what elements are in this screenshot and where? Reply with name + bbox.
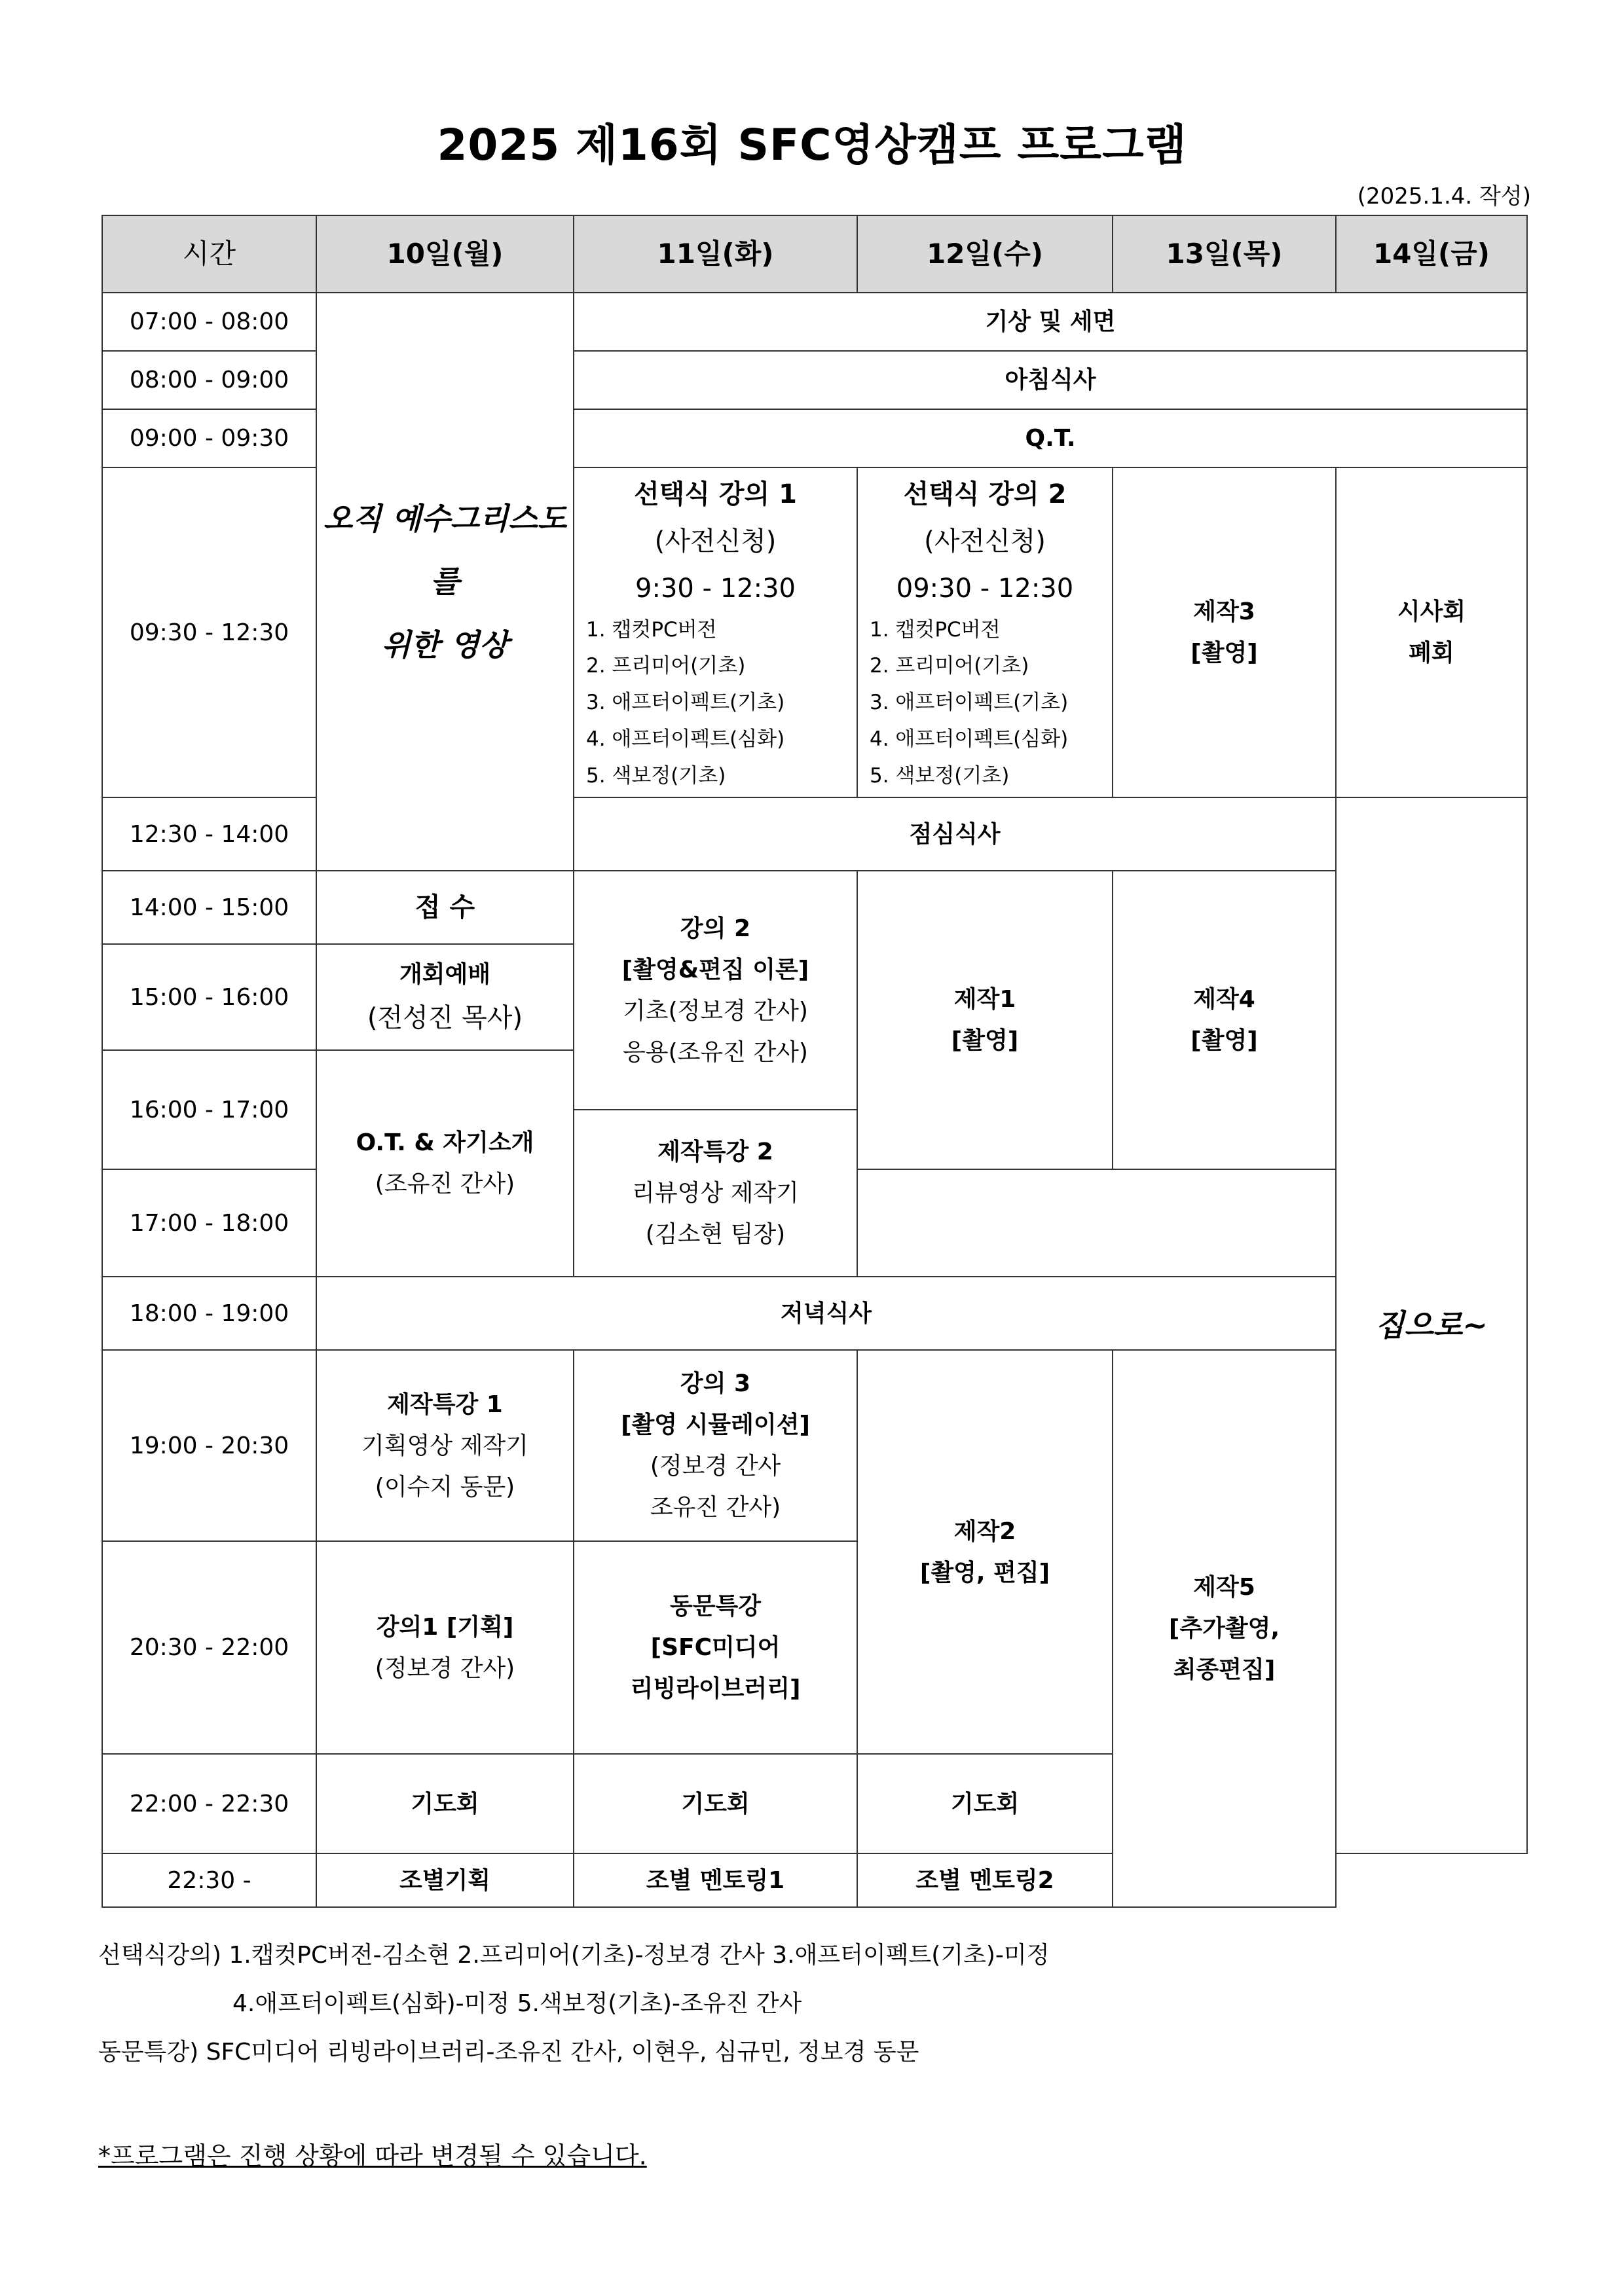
time-cell: 09:00 - 09:30	[102, 409, 316, 467]
lecture-1-title: 강의1 [기획]	[376, 1613, 514, 1641]
list-item: 5. 색보정(기초)	[586, 763, 726, 788]
go-home-cell	[1336, 797, 1527, 1853]
production-3-sub: [촬영]	[1190, 640, 1258, 666]
special-lecture-2-title: 제작특강 2	[657, 1139, 773, 1165]
time-cell: 22:00 - 22:30	[102, 1754, 316, 1853]
spacer-cell	[857, 1223, 1336, 1277]
lecture-2-advanced: 응용(조유진 간사)	[623, 1038, 808, 1066]
preview-cell	[1336, 467, 1527, 797]
group-planning-cell: 조별기획	[316, 1853, 574, 1907]
wakeup-cell: 기상 및 세면	[574, 293, 1527, 351]
opening-worship-speaker: (전성진 목사)	[367, 1002, 523, 1033]
disclaimer: *프로그램은 진행 상황에 따라 변경될 수 있습니다.	[98, 2141, 647, 2170]
mon-morning-cell	[316, 293, 574, 871]
footnotes	[98, 1931, 1049, 2076]
lecture-2-basic: 기초(정보경 간사)	[623, 997, 808, 1025]
elective-1-sub: (사전신청)	[654, 526, 777, 556]
lecture-3-speaker-2: 조유진 간사)	[650, 1494, 781, 1521]
schedule-table	[101, 215, 1528, 1908]
footnote-electives-cont: 4.애프터이펙트(심화)-미정 5.색보정(기초)-조유진 간사	[232, 1990, 802, 2017]
dinner-cell: 저녁식사	[316, 1277, 1336, 1350]
production-1-sub: [촬영]	[951, 1027, 1019, 1054]
time-cell: 15:00 - 16:00	[102, 944, 316, 1050]
lecture-2-title: 강의 2	[680, 915, 751, 942]
lecture-3-cell	[574, 1350, 857, 1541]
opening-worship-cell	[316, 944, 574, 1050]
production-5-cell	[1113, 1350, 1336, 1907]
special-lecture-2-speaker: (김소현 팀장)	[645, 1221, 786, 1248]
special-lecture-1-speaker: (이수지 동문)	[375, 1473, 515, 1501]
list-item: 2. 프리미어(기초)	[586, 654, 746, 678]
production-5-sub-2: 최종편집]	[1173, 1656, 1276, 1683]
table-row	[102, 1350, 1527, 1541]
prayer-cell: 기도회	[574, 1754, 857, 1853]
time-cell: 14:00 - 15:00	[102, 871, 316, 944]
qt-cell: Q.T.	[574, 409, 1527, 467]
footnote-electives: 선택식강의) 1.캡컷PC버전-김소현 2.프리미어(기초)-정보경 간사 3.애프터이펙트(기초)-미정	[98, 1942, 1050, 1969]
elective-2-time: 09:30 - 12:30	[896, 573, 1074, 604]
list-item: 4. 애프터이펙트(심화)	[870, 727, 1069, 751]
header-day-14: 14일(금)	[1336, 215, 1527, 293]
spacer-cell	[857, 1169, 1336, 1223]
lecture-1-speaker: (정보경 간사)	[375, 1654, 515, 1682]
elective-1-cell	[574, 467, 857, 797]
alumni-lecture-title: 동문특강	[669, 1593, 762, 1620]
table-row	[102, 1277, 1527, 1350]
prayer-cell: 기도회	[857, 1754, 1113, 1853]
list-item: 5. 색보정(기초)	[870, 763, 1010, 788]
table-row	[102, 797, 1527, 871]
time-cell: 08:00 - 09:00	[102, 351, 316, 409]
production-3-title: 제작3	[1193, 598, 1255, 625]
time-cell: 22:30 -	[102, 1853, 316, 1907]
lecture-2-cell	[574, 871, 857, 1110]
mon-morning-line1: 오직 예수그리스도를	[323, 500, 567, 600]
ot-intro-speaker: (조유진 간사)	[375, 1171, 515, 1197]
page-title: 2025 제16회 SFC영상캠프 프로그램	[437, 120, 1187, 170]
preview-title: 시사회	[1397, 598, 1466, 625]
elective-1-options	[574, 612, 857, 795]
header-day-12: 12일(수)	[857, 215, 1113, 293]
time-cell: 16:00 - 17:00	[102, 1050, 316, 1169]
elective-2-title: 선택식 강의 2	[903, 479, 1067, 509]
time-cell: 07:00 - 08:00	[102, 293, 316, 351]
reception-cell: 접 수	[316, 871, 574, 944]
lecture-3-speaker-1: (정보경 간사	[650, 1453, 781, 1480]
production-1-title: 제작1	[953, 986, 1016, 1013]
special-lecture-1-topic: 기획영상 제작기	[361, 1432, 528, 1459]
elective-2-options	[858, 612, 1112, 795]
list-item: 1. 캡컷PC버전	[870, 617, 1001, 642]
list-item: 3. 애프터이펙트(기초)	[870, 691, 1069, 715]
elective-1-title: 선택식 강의 1	[634, 479, 797, 509]
ot-intro-cell	[316, 1050, 574, 1277]
elective-2-sub: (사전신청)	[924, 526, 1046, 556]
table-row	[102, 293, 1527, 351]
lecture-1-cell	[316, 1541, 574, 1754]
production-4-title: 제작4	[1193, 986, 1255, 1013]
list-item: 2. 프리미어(기초)	[870, 654, 1029, 678]
elective-1-time: 9:30 - 12:30	[635, 573, 796, 604]
special-lecture-2-cell	[574, 1110, 857, 1277]
time-cell: 17:00 - 18:00	[102, 1169, 316, 1277]
header-time: 시간	[102, 215, 316, 293]
production-5-sub-1: [추가촬영,	[1168, 1615, 1280, 1642]
elective-2-cell	[857, 467, 1113, 797]
time-cell: 12:30 - 14:00	[102, 797, 316, 871]
alumni-lecture-topic-2: 리빙라이브러리]	[630, 1675, 801, 1702]
alumni-lecture-cell	[574, 1541, 857, 1754]
lecture-3-topic: [촬영 시뮬레이션]	[621, 1412, 810, 1438]
time-cell: 19:00 - 20:30	[102, 1350, 316, 1541]
special-lecture-1-title: 제작특강 1	[387, 1391, 503, 1418]
header-day-10: 10일(월)	[316, 215, 574, 293]
production-4-cell	[1113, 871, 1336, 1169]
production-3-cell	[1113, 467, 1336, 797]
prayer-cell: 기도회	[316, 1754, 574, 1853]
special-lecture-1-cell	[316, 1350, 574, 1541]
header-day-11: 11일(화)	[574, 215, 857, 293]
breakfast-cell: 아침식사	[574, 351, 1527, 409]
group-mentoring-1-cell: 조별 멘토링1	[574, 1853, 857, 1907]
special-lecture-2-topic: 리뷰영상 제작기	[632, 1180, 799, 1207]
table-row	[102, 409, 1527, 467]
table-row	[102, 351, 1527, 409]
time-cell: 20:30 - 22:00	[102, 1541, 316, 1754]
lecture-3-title: 강의 3	[680, 1370, 751, 1397]
alumni-lecture-topic-1: [SFC미디어	[650, 1634, 781, 1661]
footnote-alumni: 동문특강) SFC미디어 리빙라이브러리-조유진 간사, 이현우, 심규민, 정보경 동문	[98, 2038, 919, 2066]
header-row	[102, 215, 1527, 293]
lunch-cell: 점심식사	[574, 797, 1336, 871]
production-1-cell	[857, 871, 1113, 1169]
production-2-title: 제작2	[953, 1518, 1016, 1545]
time-cell: 18:00 - 19:00	[102, 1277, 316, 1350]
list-item: 3. 애프터이펙트(기초)	[586, 691, 785, 715]
group-mentoring-2-cell: 조별 멘토링2	[857, 1853, 1113, 1907]
time-cell: 09:30 - 12:30	[102, 467, 316, 797]
go-home-text: 집으로~	[1375, 1307, 1488, 1343]
opening-worship-title: 개회예배	[399, 960, 491, 988]
table-row	[102, 467, 1527, 797]
production-4-sub: [촬영]	[1190, 1027, 1258, 1054]
date-note: (2025.1.4. 작성)	[1357, 183, 1531, 210]
production-2-sub: [촬영, 편집]	[919, 1559, 1050, 1586]
list-item: 1. 캡컷PC버전	[586, 617, 717, 642]
header-day-13: 13일(목)	[1113, 215, 1336, 293]
production-2-cell	[857, 1350, 1113, 1754]
closing-title: 폐회	[1409, 640, 1454, 666]
mon-morning-line2: 위한 영상	[381, 627, 509, 663]
lecture-2-topic: [촬영&편집 이론]	[621, 956, 809, 983]
list-item: 4. 애프터이펙트(심화)	[586, 727, 785, 751]
table-row	[102, 871, 1527, 944]
ot-intro-title: O.T. & 자기소개	[356, 1129, 534, 1156]
production-5-title: 제작5	[1193, 1574, 1255, 1601]
